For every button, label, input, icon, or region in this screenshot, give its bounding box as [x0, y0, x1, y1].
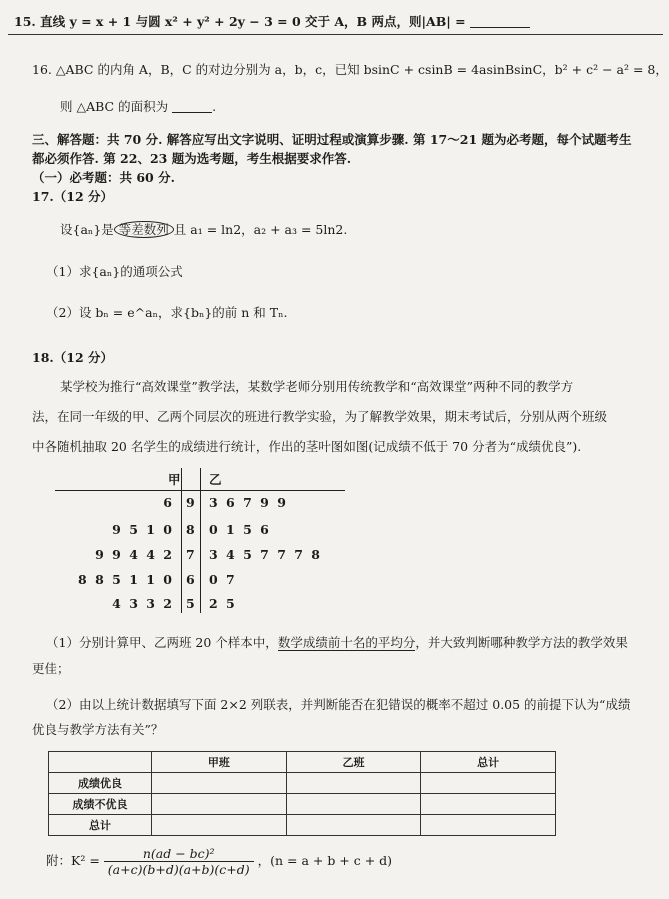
table-header-cell: 乙班: [286, 752, 421, 773]
formula-fraction: [104, 846, 254, 877]
table-cell[interactable]: [286, 815, 421, 836]
table-row: [49, 773, 556, 794]
answer-blank-15[interactable]: [470, 15, 530, 28]
table-cell[interactable]: [421, 815, 556, 836]
k-squared-formula: [46, 846, 392, 877]
top-rule: [8, 34, 663, 35]
question-17-number: 17.（12 分）: [32, 189, 113, 204]
question-15: [14, 12, 530, 30]
stem-leaf-left-row: 8 8 5 1 1 0: [78, 572, 174, 587]
question-18-para-1: 某学校为推行“高效课堂”教学法，某数学老师分别用传统教学和“高效课堂”两种不同的教学方: [60, 379, 574, 394]
stem-leaf-stem: 6: [186, 572, 195, 587]
table-cell[interactable]: [152, 794, 287, 815]
stem-leaf-left-row: 6: [163, 495, 174, 510]
table-header-cell: [49, 752, 152, 773]
table-row-label: 总计: [49, 815, 152, 836]
table-cell[interactable]: [152, 815, 287, 836]
table-cell[interactable]: [286, 794, 421, 815]
table-cell[interactable]: [152, 773, 287, 794]
q17-stem-pre: 设{aₙ}是: [60, 222, 114, 237]
stem-leaf-left-row: 4 3 3 2: [112, 596, 174, 611]
table-cell[interactable]: [421, 794, 556, 815]
question-15-text: 15. 直线 y = x + 1 与圆 x² + y² + 2y − 3 = 0 交于 A，B 两点，则|AB| =: [14, 14, 466, 29]
table-cell[interactable]: [421, 773, 556, 794]
table-header-row: [49, 752, 556, 773]
stem-leaf-right-divider: [200, 468, 201, 613]
question-18-para-3: 中各随机抽取 20 名学生的成绩进行统计，作出的茎叶图如图(记成绩不低于 70 分者为“成绩优良”).: [32, 439, 582, 454]
question-18-para-2: 法，在同一年级的甲、乙两个同层次的班进行教学实验，为了解教学效果，期末考试后，分别从两个班级: [32, 409, 608, 424]
stem-leaf-left-row: 9 5 1 0: [112, 522, 174, 537]
stem-leaf-stem: 8: [186, 522, 195, 537]
formula-prefix: 附：K² =: [46, 853, 100, 868]
table-row: [49, 794, 556, 815]
question-17-stem: [60, 220, 347, 238]
question-18-number: 18.（12 分）: [32, 350, 113, 365]
section-3-heading-1: 三、解答题：共 70 分. 解答应写出文字说明、证明过程或演算步骤. 第 17～21 题为必考题，每个试题考生: [32, 132, 632, 147]
question-16-line1: 16. △ABC 的内角 A，B，C 的对边分别为 a，b，c，已知 bsinC + csinB = 4asinBsinC，b² + c² − a² = 8，: [32, 62, 668, 77]
stem-leaf-stem: 9: [186, 495, 195, 510]
table-row: [49, 815, 556, 836]
stem-leaf-header-right: 乙: [209, 472, 222, 487]
question-16-line2-text: 则 △ABC 的面积为: [60, 99, 169, 114]
question-18-part-1: [46, 633, 628, 651]
question-17-part-2: （2）设 bₙ = e^aₙ，求{bₙ}的前 n 和 Tₙ.: [46, 305, 288, 320]
section-3-heading-2: 都必须作答. 第 22、23 题为选考题，考生根据要求作答.: [32, 151, 352, 166]
table-row-label: 成绩不优良: [49, 794, 152, 815]
answer-blank-16[interactable]: [172, 100, 212, 113]
stem-leaf-right-row: 0 7: [209, 572, 237, 587]
stem-leaf-right-row: 0 1 5 6: [209, 522, 271, 537]
question-18-part-2-line-2: 优良与教学方法有关”？: [32, 722, 164, 737]
stem-leaf-right-row: 2 5: [209, 596, 237, 611]
contingency-table: [48, 751, 556, 836]
table-header-cell: 甲班: [152, 752, 287, 773]
table-cell[interactable]: [286, 773, 421, 794]
stem-leaf-right-row: 3 4 5 7 7 7 8: [209, 547, 322, 562]
question-18-part-2: （2）由以上统计数据填写下面 2×2 列联表，并判断能否在犯错误的概率不超过 0.05 的前提下认为“成绩: [46, 697, 631, 712]
formula-numerator: n(ad − bc)²: [104, 846, 254, 862]
table-header-cell: 总计: [421, 752, 556, 773]
stem-leaf-stem: 5: [186, 596, 195, 611]
stem-leaf-left-row: 9 9 4 4 2: [95, 547, 174, 562]
question-17-part-1: （1）求{aₙ}的通项公式: [46, 264, 183, 279]
stem-leaf-header-left: 甲: [168, 472, 181, 487]
q18-part1-pre: （1）分别计算甲、乙两班 20 个样本中，: [46, 635, 278, 650]
q17-stem-post: 且 a₁ = ln2，a₂ + a₃ = 5ln2.: [173, 222, 348, 237]
q17-circled-term: 等差数列: [114, 221, 174, 238]
stem-leaf-left-divider: [181, 468, 182, 613]
q18-part1-underlined: 数学成绩前十名的平均分: [277, 635, 416, 650]
section-3-subheading: （一）必考题：共 60 分.: [32, 170, 175, 185]
formula-denominator: (a+c)(b+d)(a+b)(c+d): [107, 862, 250, 877]
question-18-part-1-line-2: 更佳；: [32, 661, 70, 676]
q18-part1-post: ，并大致判断哪种教学方法的教学效果: [415, 635, 628, 650]
formula-suffix: ，(n = a + b + c + d): [257, 853, 393, 868]
stem-leaf-right-row: 3 6 7 9 9: [209, 495, 288, 510]
stem-leaf-stem: 7: [186, 547, 195, 562]
question-16-line2: 则 △ABC 的面积为 .: [60, 99, 217, 114]
table-row-label: 成绩优良: [49, 773, 152, 794]
